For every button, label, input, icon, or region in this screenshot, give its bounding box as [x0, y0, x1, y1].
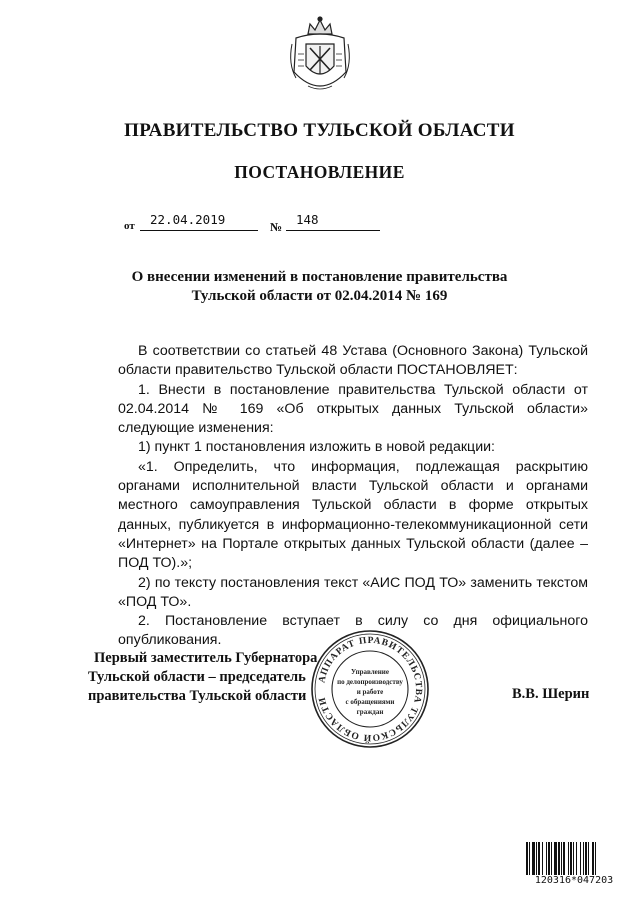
barcode-bar: [548, 842, 550, 878]
number-value: 148: [296, 212, 319, 227]
barcode-number: 120316*047203: [524, 875, 624, 887]
tula-region-coat-of-arms-icon: [286, 14, 354, 100]
body-paragraph: «1. Определить, что информация, подлежащая раскрытию органами исполнительной власти Тульской области и органами местного самоуправления Тульской области в форме открытых данных, публикуется в информационно-телекоммуникационной сети «Интернет» на Портале открытых данных Тульской области (далее – ПОД ТО).»;: [118, 458, 588, 572]
stamp-center-line-4: с обращениями: [345, 698, 395, 706]
round-seal-icon: [309, 628, 431, 750]
barcode-bar: [536, 842, 537, 878]
date-underline: [140, 230, 258, 231]
signatory-name: В.В. Шерин: [512, 686, 590, 702]
barcode-bar: [585, 842, 587, 878]
body-paragraph: 2) по тексту постановления текст «АИС ПОД ТО» заменить текстом «ПОД ТО».: [118, 574, 588, 610]
body-paragraph: 2. Постановление вступает в силу со дня официального опубликования.: [118, 613, 588, 649]
coat-of-arms-emblem: [286, 14, 354, 100]
barcode-bar: [583, 842, 584, 878]
subject-line-1: О внесении изменений в постановление правительства: [131, 269, 508, 285]
date-value: 22.04.2019: [150, 212, 226, 227]
barcode-bar: [532, 842, 535, 878]
barcode-bar: [595, 842, 596, 878]
body-paragraph: 1) пункт 1 постановления изложить в новой редакции:: [138, 439, 495, 456]
barcode-bar: [529, 842, 530, 878]
barcode-bar: [573, 842, 574, 878]
position-line-3: правительства Тульской области: [88, 688, 307, 704]
stamp-center-line-2: по делопроизводству: [337, 678, 403, 686]
stamp-center-line-5: граждан: [356, 708, 384, 716]
document-type-title: ПОСТАНОВЛЕНИЕ: [234, 162, 405, 182]
barcode-bar: [551, 842, 552, 878]
barcode-bar: [561, 842, 562, 878]
body-paragraph: 1. Внести в постановление правительства Тульской области от 02.04.2014 № 169 «Об открытых данных Тульской области» следующие изменения:: [118, 381, 588, 437]
number-label: №: [270, 220, 283, 234]
barcode-bar: [554, 842, 557, 878]
document-body: [118, 342, 588, 651]
barcode: [524, 842, 624, 888]
document-subject: [60, 268, 579, 306]
number-underline: [286, 230, 380, 231]
barcode-bar: [526, 842, 528, 878]
stamp-center-line-1: Управление: [351, 668, 389, 676]
barcode-bar: [568, 842, 569, 878]
official-stamp: [309, 628, 431, 750]
date-label: от: [124, 220, 135, 232]
barcode-icon: [524, 842, 624, 878]
signatory-position: [88, 649, 318, 706]
barcode-bar: [563, 842, 565, 878]
barcode-bar: [558, 842, 560, 878]
registration-line: [124, 212, 384, 236]
barcode-bar: [538, 842, 540, 878]
position-line-2: Тульской области – председатель: [88, 669, 306, 685]
barcode-bar: [580, 842, 581, 878]
position-line-1: Первый заместитель Губернатора: [94, 650, 318, 666]
stamp-ring-text: АППАРАТ ПРАВИТЕЛЬСТВА ТУЛЬСКОЙ ОБЛАСТИ: [317, 635, 424, 743]
stamp-center-line-3: и работе: [356, 688, 384, 696]
barcode-bar: [570, 842, 572, 878]
barcode-bar: [576, 842, 577, 878]
subject-line-2: Тульской области от 02.04.2014 № 169: [191, 288, 448, 304]
barcode-bar: [588, 842, 589, 878]
barcode-bar: [542, 842, 543, 878]
barcode-bar: [592, 842, 594, 878]
organization-title: ПРАВИТЕЛЬСТВО ТУЛЬСКОЙ ОБЛАСТИ: [124, 120, 515, 141]
body-paragraph: В соответствии со статьей 48 Устава (Основного Закона) Тульской области правительство Тульской области ПОСТАНОВЛЯЕТ:: [118, 343, 588, 379]
barcode-bar: [546, 842, 547, 878]
